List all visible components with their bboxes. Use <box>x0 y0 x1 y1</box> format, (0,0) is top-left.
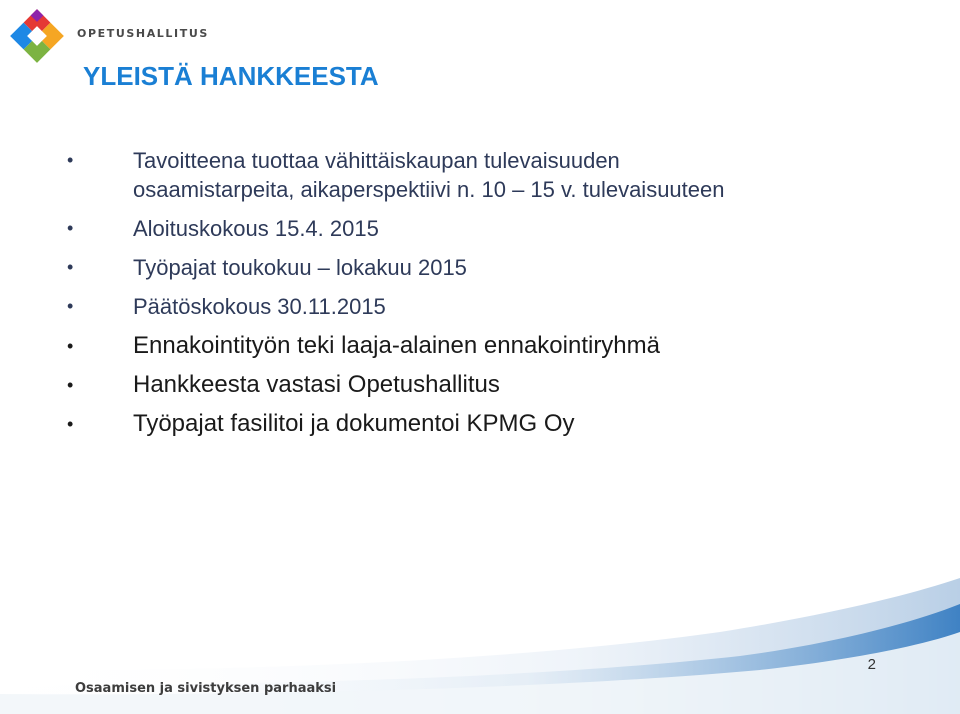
bullet-icon: • <box>67 296 74 316</box>
bullet-text: Aloituskokous 15.4. 2015 <box>133 216 379 241</box>
brand-name: OPETUSHALLITUS <box>77 27 209 40</box>
opetushallitus-logo-icon <box>7 6 67 66</box>
bullet-text-line1: Tavoitteena tuottaa vähittäiskaupan tulevaisuuden <box>133 148 620 173</box>
bullet-item-goal <box>0 146 960 204</box>
bullet-text: Hankkeesta vastasi Opetushallitus <box>133 371 500 398</box>
bullet-list <box>0 146 960 448</box>
bullet-icon: • <box>67 414 74 434</box>
bullet-text: Ennakointityön teki laaja-alainen ennakointiryhmä <box>133 332 660 359</box>
bullet-text: Työpajat toukokuu – lokakuu 2015 <box>133 255 467 280</box>
bullet-text: Päätöskokous 30.11.2015 <box>133 294 386 319</box>
bullet-icon: • <box>67 150 74 170</box>
bullet-item-facilitator <box>0 409 960 439</box>
bullet-icon: • <box>67 257 74 277</box>
bullet-text-line2: osaamistarpeita, aikaperspektiivi n. 10 – 15 v. tulevaisuuteen <box>133 177 725 202</box>
footer-slogan: Osaamisen ja sivistyksen parhaaksi <box>75 681 337 696</box>
bullet-icon: • <box>67 375 74 395</box>
bullet-item-responsible <box>0 370 960 400</box>
bullet-item-final-meeting <box>0 292 960 321</box>
bullet-icon: • <box>67 218 74 238</box>
page-number: 2 <box>867 656 876 673</box>
bullet-item-workshops <box>0 253 960 282</box>
bullet-icon: • <box>67 336 74 356</box>
bullet-item-kickoff <box>0 214 960 243</box>
slide-title: YLEISTÄ HANKKEESTA <box>83 61 379 91</box>
bullet-text: Työpajat fasilitoi ja dokumentoi KPMG Oy <box>133 410 575 437</box>
bullet-item-foresight-group <box>0 331 960 361</box>
